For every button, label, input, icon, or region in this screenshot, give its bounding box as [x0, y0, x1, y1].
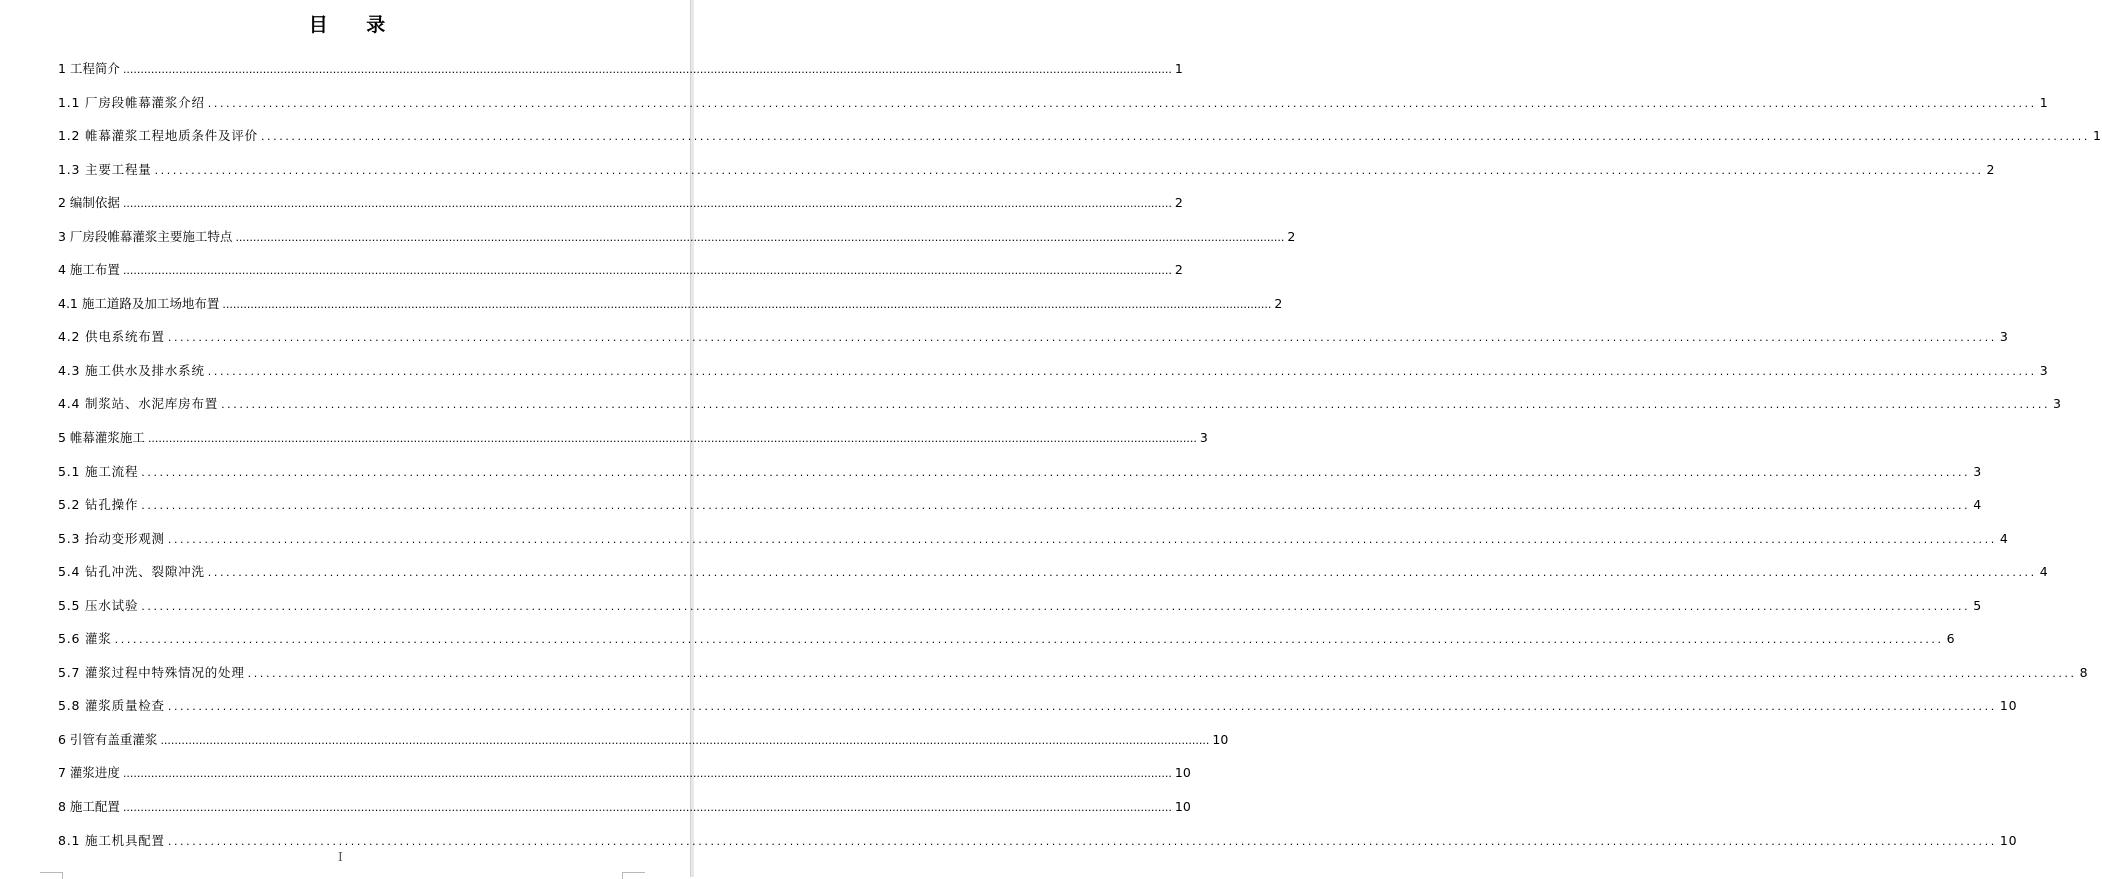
toc-entry-page: 10: [1999, 698, 2018, 714]
toc-entry[interactable]: [58, 656, 2089, 690]
toc-entry-page: 4: [2039, 564, 2049, 580]
dot-leader: ............................................................................................................................................................................................................................................................................................................: [122, 264, 1172, 278]
toc-entry[interactable]: [58, 186, 1183, 220]
toc-entry-page: 10: [1174, 765, 1191, 781]
dot-leader: ............................................................................................................................................................................................................................................................................................................: [141, 599, 1971, 613]
toc-title: 目 录: [308, 14, 402, 36]
dot-leader: ............................................................................................................................................................................................................................................................................................................: [222, 297, 1272, 311]
dot-leader: ............................................................................................................................................................................................................................................................................................................: [122, 63, 1172, 76]
dot-leader: ............................................................................................................................................................................................................................................................................................................: [122, 197, 1172, 211]
toc-entry-label: 5.8 灌浆质量检查: [58, 698, 165, 714]
dot-leader: ............................................................................................................................................................................................................................................................................................................: [167, 331, 1997, 345]
toc-entry-page: 8: [2079, 664, 2089, 680]
dot-leader: ............................................................................................................................................................................................................................................................................................................: [160, 733, 1210, 747]
toc-entry-page: 2: [1274, 295, 1283, 311]
dot-leader: ............................................................................................................................................................................................................................................................................................................: [147, 432, 1197, 446]
toc-entry-page: 3: [2053, 396, 2062, 412]
toc-entry-page: 1: [2092, 128, 2102, 144]
toc-entry-label: 5.7 灌浆过程中特殊情况的处理: [58, 664, 245, 680]
dot-leader: ............................................................................................................................................................................................................................................................................................................: [122, 767, 1172, 781]
toc-entry-label: 5.6 灌浆: [58, 631, 112, 647]
toc-entry-label: 5.2 钻孔操作: [58, 497, 139, 513]
dot-leader: ............................................................................................................................................................................................................................................................................................................: [207, 96, 2037, 110]
toc-entry[interactable]: [58, 790, 1191, 824]
dot-leader: ............................................................................................................................................................................................................................................................................................................: [154, 163, 1984, 177]
toc-entry-label: 5.5 压水试验: [58, 597, 139, 613]
toc-entry[interactable]: [58, 555, 2049, 589]
toc-entry-page: 2: [1287, 228, 1296, 244]
toc-entry-page: 10: [1999, 832, 2018, 848]
toc-entry[interactable]: [58, 824, 2018, 858]
toc-entry[interactable]: [58, 387, 2062, 421]
toc-entry[interactable]: [58, 119, 2102, 153]
toc-entry[interactable]: [58, 522, 2009, 556]
toc-entry-page: 1: [2039, 94, 2049, 110]
toc-entry-label: 4.4 制浆站、水泥库房布置: [58, 396, 219, 412]
toc-entry-label: 5.3 抬动变形观测: [58, 530, 165, 546]
toc-entry[interactable]: [58, 689, 2018, 723]
toc-entry-label: 1.3 主要工程量: [58, 161, 152, 177]
dot-leader: ............................................................................................................................................................................................................................................................................................................: [260, 130, 2090, 144]
toc-entry-label: 5.1 施工流程: [58, 463, 139, 479]
toc-entry[interactable]: [58, 86, 2049, 120]
toc-entry[interactable]: [58, 253, 1183, 287]
toc-entry-label: 4 施工布置: [58, 262, 120, 278]
dot-leader: ............................................................................................................................................................................................................................................................................................................: [207, 566, 2037, 580]
toc-entry[interactable]: [58, 622, 1956, 656]
toc-entry-page: 3: [2039, 362, 2049, 378]
toc-entry[interactable]: [58, 421, 1208, 455]
dot-leader: ............................................................................................................................................................................................................................................................................................................: [247, 666, 2077, 680]
toc-entry-page: 4: [1973, 497, 1983, 513]
toc-entry-page: 1: [1174, 61, 1183, 76]
dot-leader: ............................................................................................................................................................................................................................................................................................................: [141, 465, 1971, 479]
toc-entry-label: 5 帷幕灌浆施工: [58, 430, 145, 446]
toc-entry-page: 10: [1174, 799, 1191, 815]
dot-leader: ............................................................................................................................................................................................................................................................................................................: [167, 834, 1997, 848]
toc-entry-label: 1.2 帷幕灌浆工程地质条件及评价: [58, 128, 258, 144]
toc-list: [58, 52, 2102, 857]
toc-entry-label: 2 编制依据: [58, 195, 120, 211]
toc-entry-page: 4: [1999, 530, 2009, 546]
text-cursor-mark: I: [338, 850, 343, 864]
toc-entry-page: 10: [1212, 731, 1229, 747]
toc-entry-label: 4.3 施工供水及排水系统: [58, 362, 205, 378]
dot-leader: ............................................................................................................................................................................................................................................................................................................: [167, 532, 1997, 546]
toc-entry[interactable]: [58, 756, 1191, 790]
toc-entry-page: 2: [1174, 195, 1183, 211]
toc-entry[interactable]: [58, 153, 1996, 187]
dot-leader: ............................................................................................................................................................................................................................................................................................................: [235, 230, 1285, 244]
toc-entry-label: 3 厂房段帷幕灌浆主要施工特点: [58, 228, 233, 244]
toc-entry-label: 6 引管有盖重灌浆: [58, 731, 158, 747]
toc-entry-label: 1 工程简介: [58, 61, 120, 76]
toc-entry[interactable]: [58, 488, 1983, 522]
margin-corner-right: [622, 872, 645, 879]
toc-entry[interactable]: [58, 52, 1183, 86]
toc-entry-label: 4.2 供电系统布置: [58, 329, 165, 345]
toc-entry[interactable]: [58, 589, 1983, 623]
toc-entry-label: 7 灌浆进度: [58, 765, 120, 781]
toc-entry-page: 2: [1986, 161, 1996, 177]
toc-entry[interactable]: [58, 287, 1283, 321]
toc-entry-page: 3: [1999, 329, 2009, 345]
dot-leader: ............................................................................................................................................................................................................................................................................................................: [114, 633, 1944, 647]
toc-entry-page: 6: [1946, 631, 1956, 647]
dot-leader: ............................................................................................................................................................................................................................................................................................................: [167, 700, 1997, 714]
toc-entry-page: 3: [1973, 463, 1983, 479]
dot-leader: ............................................................................................................................................................................................................................................................................................................: [141, 499, 1971, 513]
toc-entry[interactable]: [58, 354, 2049, 388]
toc-entry-label: 4.1 施工道路及加工场地布置: [58, 295, 220, 311]
toc-entry[interactable]: [58, 220, 1296, 254]
toc-entry-page: 3: [1199, 430, 1208, 446]
dot-leader: ............................................................................................................................................................................................................................................................................................................: [122, 801, 1172, 815]
toc-entry-page: 5: [1973, 597, 1983, 613]
dot-leader: ............................................................................................................................................................................................................................................................................................................: [221, 398, 2051, 412]
toc-entry-label: 8 施工配置: [58, 799, 120, 815]
toc-entry[interactable]: [58, 455, 1983, 489]
toc-entry-label: 1.1 厂房段帷幕灌浆介绍: [58, 94, 205, 110]
toc-entry[interactable]: [58, 320, 2009, 354]
margin-corner-left: [40, 872, 63, 879]
toc-entry[interactable]: [58, 723, 1229, 757]
toc-entry-page: 2: [1174, 262, 1183, 278]
toc-entry-label: 8.1 施工机具配置: [58, 832, 165, 848]
toc-entry-label: 5.4 钻孔冲洗、裂隙冲洗: [58, 564, 205, 580]
dot-leader: ............................................................................................................................................................................................................................................................................................................: [207, 364, 2037, 378]
